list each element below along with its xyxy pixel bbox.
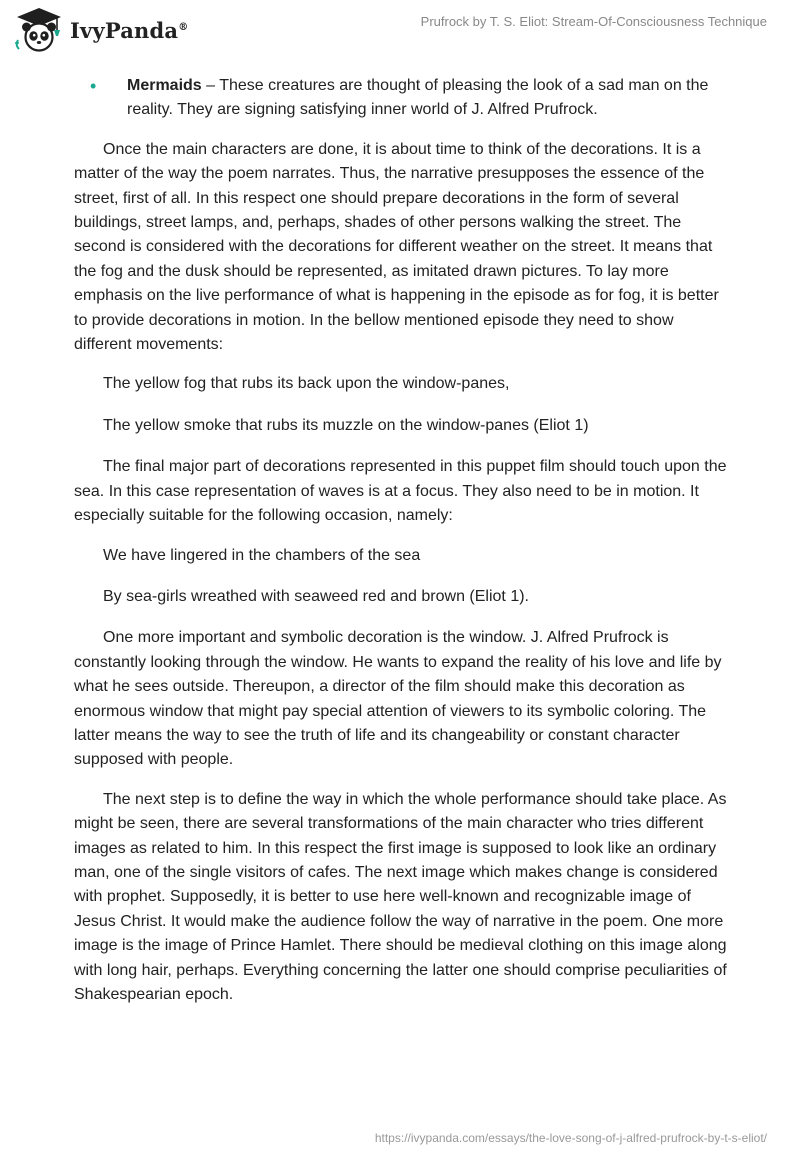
paragraph-sea: The final major part of decorations represented in this puppet film should touch upon the sea. In this case representation of waves is at a focus. They also need to be in motion. It especially suitable for the following occasion, namely: — [74, 458, 727, 525]
bullet-term: Mermaids — [127, 77, 202, 94]
quote-line: The yellow smoke that rubs its muzzle on the window-panes (Eliot 1) — [103, 416, 589, 434]
brand-wordmark: IvyPanda — [70, 17, 179, 43]
list-item-mermaids — [90, 74, 728, 123]
panda-graduation-cap-icon — [14, 7, 64, 53]
bullet-dot-icon: • — [90, 76, 97, 96]
paragraph-decorations: Once the main characters are done, it is about time to think of the decorations. It is a matter of the way the poem narrates. Thus, the narrative presupposes the essence of the street, first of all. In this respect one should prepare decorations in the form of several buildings, street lamps, and, perhaps, shades of other persons walking the street. The second is considered with the decorations for different weather on the street. It means that the fog and the dusk should be represented, as imitated drawn pictures. To lay more emphasis on the live performance of what is happening in the episode as for fog, it is better to provide decorations in motion. In the bellow mentioned episode they need to show different movements: — [74, 140, 719, 354]
document-title: Prufrock by T. S. Eliot: Stream-Of-Consciousness Technique — [420, 14, 767, 29]
source-url-link[interactable]: https://ivypanda.com/essays/the-love-song-of-j-alfred-prufrock-by-t-s-eliot/ — [374, 1131, 767, 1145]
ivypanda-logo[interactable] — [14, 6, 214, 54]
essay-content — [74, 74, 728, 1022]
brand-name — [70, 18, 188, 43]
quote-line: By sea-girls wreathed with seaweed red and brown (Eliot 1). — [103, 587, 529, 605]
bullet-description: – These creatures are thought of pleasing the look of a sad man on the reality. They are signing satisfying inner world of J. Alfred Prufrock. — [127, 77, 709, 119]
quote-line: The yellow fog that rubs its back upon the window-panes, — [103, 375, 510, 393]
paragraph-window: One more important and symbolic decoration is the window. J. Alfred Prufrock is constantly looking through the window. He wants to expand the reality of his love and life by what he sees outside. Thereupon, a director of the film should make this decoration as enormous window that might pay special attention of viewers to its symbolic coloring. The latter means the way to see the truth of life and its changeability or constant character supposed with people. — [74, 629, 722, 769]
registered-mark: ® — [178, 21, 189, 33]
paragraph-performance: The next step is to define the way in which the whole performance should take place. As might be seen, there are several transformations of the main character who tries different images as related to him. In this respect the first image is supposed to look like an ordinary man, one of the single visitors of cafes. The next image which makes change is considered with prophet. Supposedly, it is better to use here well-known and recognizable image of Jesus Christ. It would make the audience follow the way of narrative in the poem. One more image is the image of Prince Hamlet. There should be medieval clothing on this image along with long hair, perhaps. Everything concerning the latter one should comprise peculiarities of Shakespearian epoch. — [74, 790, 727, 1003]
bullet-text — [127, 74, 728, 123]
page-header — [0, 0, 800, 60]
quote-line: We have lingered in the chambers of the sea — [103, 546, 421, 564]
